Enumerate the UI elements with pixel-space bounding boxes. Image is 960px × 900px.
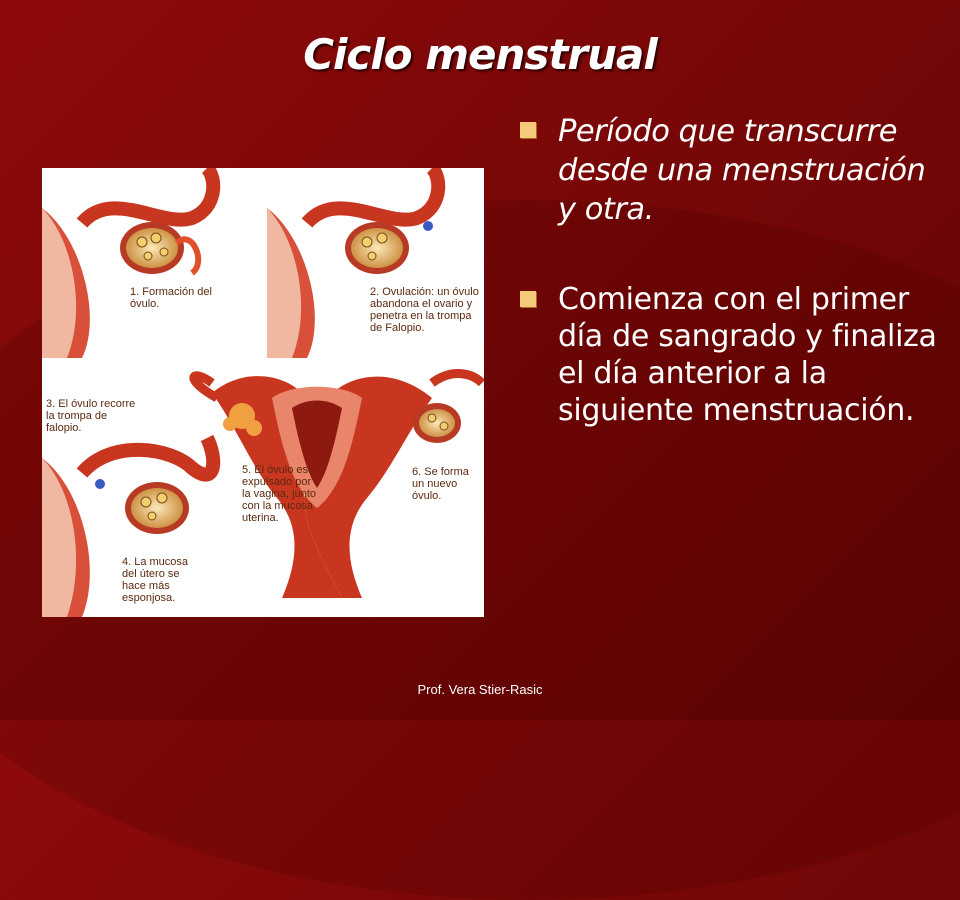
bullet-square-icon — [520, 122, 536, 138]
caption-6: 6. Se forma un nuevo óvulo. — [412, 466, 469, 502]
bullet-item-2 — [520, 281, 940, 429]
bullet-square-icon — [520, 291, 536, 307]
bullet-list — [520, 112, 940, 429]
panel-1-ovary-tube — [42, 168, 213, 358]
caption-1: 1. Formación del óvulo. — [130, 286, 212, 310]
caption-4: 4. La mucosa del útero se hace más esponjosa. — [122, 556, 189, 604]
slide-footer: Prof. Vera Stier-Rasic — [417, 682, 543, 697]
illustration-drawing — [42, 168, 484, 617]
bullet-item-1 — [520, 112, 940, 229]
bullet-text-1: Período que transcurre desde una menstruación y otra. — [558, 114, 926, 227]
caption-5: 5. El óvulo es expulsado por la vagina, junto con la mucosa uterina. — [242, 464, 316, 524]
slide-title: Ciclo menstrual — [303, 30, 657, 79]
bullet-text-2: Comienza con el primer día de sangrado y finaliza el día anterior a la siguiente menstruación. — [558, 282, 937, 428]
menstrual-cycle-illustration — [42, 168, 484, 617]
caption-2: 2. Ovulación: un óvulo abandona el ovario y penetra en la trompa de Falopio. — [370, 286, 479, 334]
caption-3: 3. El óvulo recorre la trompa de falopio. — [46, 398, 136, 434]
